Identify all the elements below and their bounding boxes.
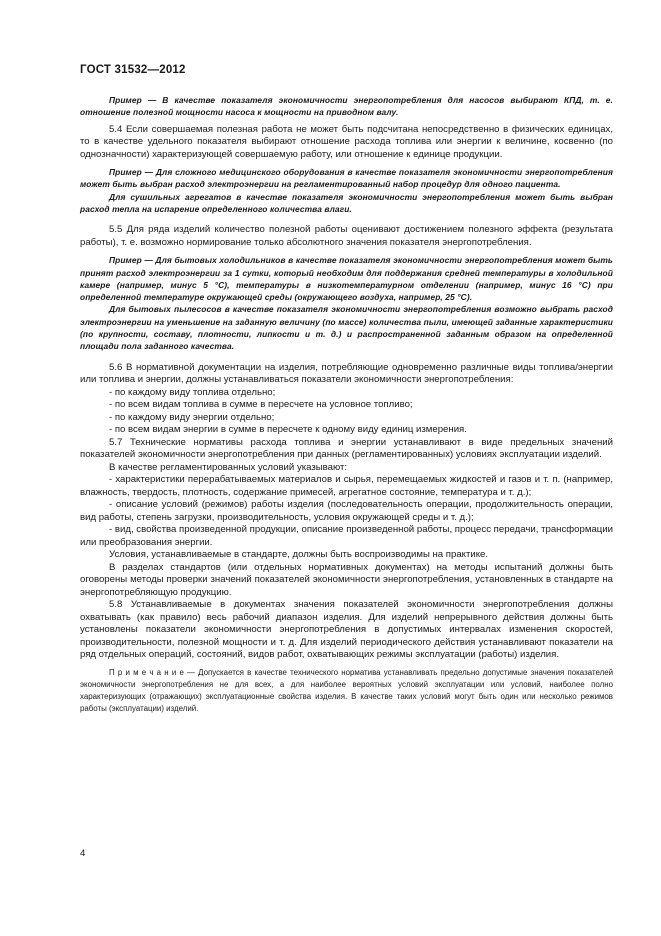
example-refrigerators: Пример — Для бытовых холодильников в качестве показателя экономичности энергопотребления может быть принят расход электроэнергии за 1 сутки, который необходим для поддержания средней температуры в холодильной камере (например, минус 5 °С), температуры в низкотемпературном отделении (например, минус 16 °С) при определенной температуре окружающей среды (окружающего воздуха, например, 25 °С). [80, 255, 613, 303]
clause-5-7: 5.7 Технические нормативы расхода топлива и энергии устанавливают в виде предельных значений показателей экономичности энергопотребления при данных (регламентированных) условиях эксплуатации изделий. [80, 436, 613, 461]
example-vacuum-cleaners: Для бытовых пылесосов в качестве показателя экономичности энергопотребления возможно выбрать расход электроэнергии на уменьшение на заданную величину (по массе) количества пыли, имеющей заданные характеристики (по крупности, составу, плотности, липкости и т. д.) и распространенной заданным образом на определенной площади пола заданного качества. [80, 304, 613, 352]
example-pumps: Пример — В качестве показателя экономичности энергопотребления для насосов выбирают КПД, т. е. отношение полезной мощности насоса к мощности на приводном валу. [80, 95, 613, 118]
clause-5-4: 5.4 Если совершаемая полезная работа не может быть подсчитана непосредственно в физических единицах, то в качестве удельного показателя выбирают отношение расхода топлива или энергии к величине, косвенно (по однозначности) характеризующей совершаемую работу, или отношение к единице продукции. [80, 123, 613, 160]
list-item: - описание условий (режимов) работы изделия (последовательность операции, продолжительность операции, вид работы, степень загрузки, производительность, условия окружающей среды и т. д.); [80, 499, 613, 523]
document-header: ГОСТ 31532—2012 [80, 64, 186, 76]
list-item: - по каждому виду топлива отдельно; [109, 386, 276, 398]
test-methods-paragraph: В разделах стандартов (или отдельных нормативных документах) на методы испытаний должны быть оговорены методы проверки значений показателей экономичности энергопотребления, установленных в стандарте на энергопотребляющую продукцию. [80, 561, 613, 598]
document-body [80, 94, 613, 715]
clause-5-5: 5.5 Для ряда изделий количество полезной работы оценивают достижением полезного эффекта (результата работы), т. е. возможно нормирование только абсолютного значения показателя энергопотребления. [80, 224, 613, 248]
list-item: - характеристики перерабатываемых материалов и сырья, перемещаемых жидкостей и газов и т. п. (например, влажность, твердость, плотность, содержание примесей, агрегатное состояние, температура и т. д.); [80, 474, 613, 498]
clause-5-8: 5.8 Устанавливаемые в документах значения показателей экономичности энергопотребления должны охватывать (как правило) весь рабочий диапазон изделия. Для изделий непрерывного действия должны быть установлены показатели экономичности энергопотребления в допустимых интервалах изменения скоростей, производительности, полезной мощности и т. д. Для изделий периодического действия устанавливают показатели на ряд отдельных операций, состояний, видов работ, охватывающих режимы эксплуатации (работы) изделия. [80, 599, 613, 661]
list-item: - по всем видам энергии в сумме в пересчете к одному виду единиц измерения. [109, 424, 467, 436]
list-item: - по каждому виду энергии отдельно; [109, 411, 275, 423]
page-number: 4 [80, 848, 86, 859]
conditions-intro: В качестве регламентированных условий указывают: [109, 461, 348, 473]
clause-5-6: 5.6 В нормативной документации на изделия, потребляющие одновременно различные виды топлива/энергии или топлива и энергии, должны устанавливаться показатели экономичности энергопотребления: [80, 361, 613, 386]
conditions-reproducible: Условия, устанавливаемые в стандарте, должны быть воспроизводимы на практике. [109, 549, 489, 561]
example-dryers: Для сушильных агрегатов в качестве показателя экономичности энергопотребления может быть выбран расход тепла на испарение определенного количества влаги. [80, 191, 613, 214]
note-paragraph: П р и м е ч а н и е — Допускается в качестве технического норматива устанавливать предельно допустимые значения показателей экономичности энергопотребления не для всех, а для наиболее вероятных условий эксплуатации или условий, наиболее полно характеризующих (отражающих) эксплуатационные свойства изделия. В качестве таких условий могут быть один или несколько режимов работы (эксплуатации) изделий. [80, 667, 613, 713]
example-medical: Пример — Для сложного медицинского оборудования в качестве показателя экономичности энергопотребления может быть выбран расход электроэнергии на регламентированный набор процедур для одного пациента. [80, 167, 613, 190]
list-item: - вид, свойства произведенной продукции, описание произведенной работы, процесс передачи, трансформации или преобразования энергии. [80, 524, 613, 548]
list-item: - по всем видам топлива в сумме в пересчете на условное топливо; [109, 399, 413, 411]
